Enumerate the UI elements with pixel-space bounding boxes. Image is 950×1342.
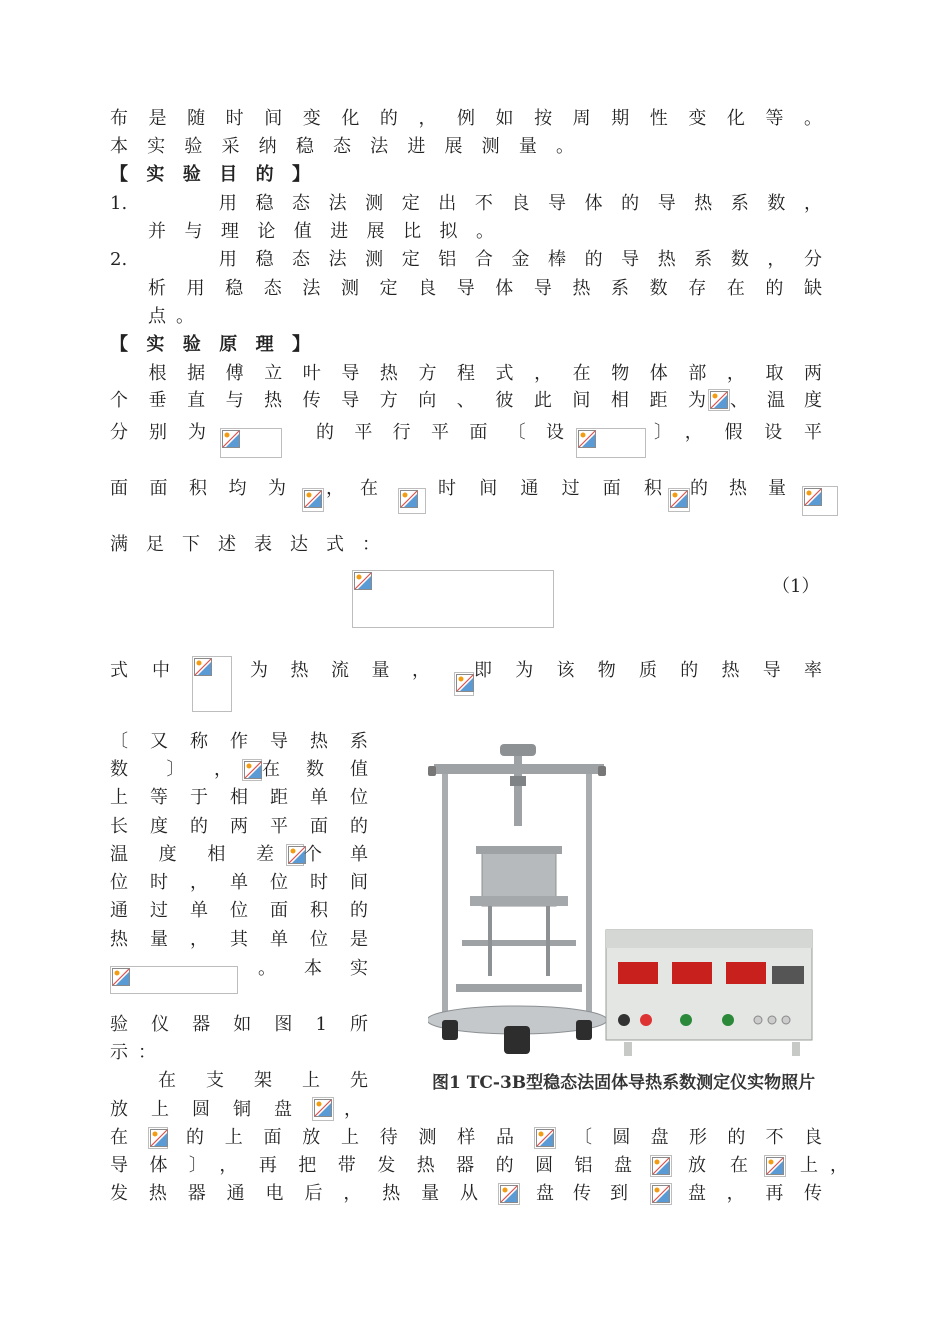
equation-image (352, 570, 554, 628)
text-piece: 分别为 (110, 422, 206, 443)
formula-image (650, 1183, 672, 1205)
broken-image-icon (456, 674, 474, 692)
text-piece: 个单 (304, 844, 368, 865)
text-piece: 数〕， (110, 759, 232, 780)
formula-image (312, 1097, 334, 1121)
text-line: 2. 用稳态法测定铝合金棒的导热系数，分 (110, 249, 822, 270)
text-piece: ， (344, 1099, 362, 1120)
figure-caption: 图1 TC-3B型稳态法固体导热系数测定仪实物照片 (432, 1073, 816, 1093)
text-piece: 即为该物质的热导率 (474, 660, 822, 681)
text-line: 满足下述表达式： (110, 534, 380, 555)
text-line: 长度的两平面的 (110, 816, 368, 837)
formula-image (242, 759, 262, 781)
text-piece: 〔圆盘形的不良 (574, 1127, 822, 1148)
formula-image (148, 1127, 168, 1149)
text-piece: 在数值 (262, 759, 368, 780)
text-line: 布是随时间变化的，例如按周期性变化等。 (110, 108, 822, 129)
section-heading: 【实验目的】 (110, 164, 310, 185)
text-line: 验仪器如图1所 (110, 1014, 368, 1035)
text-piece: 盘传到 (536, 1183, 628, 1204)
text-piece: 在 (110, 1127, 128, 1148)
broken-image-icon (670, 490, 688, 508)
text-line: 上等于相距单位 (110, 787, 368, 808)
broken-image-icon (804, 488, 822, 506)
broken-image-icon (578, 430, 596, 448)
text-line: 根据傅立叶导热方程式，在物体部，取两 (110, 363, 822, 384)
text-line: 本实验采纳稳态法进展测量。 (110, 136, 574, 157)
broken-image-icon (222, 430, 240, 448)
formula-image (650, 1155, 672, 1177)
text-piece: 的平行平面〔设 (316, 422, 564, 443)
text-line: 通过单位面积的 (110, 900, 368, 921)
broken-image-icon (150, 1129, 168, 1147)
broken-image-icon (652, 1185, 670, 1203)
text-piece: 上， (800, 1155, 848, 1176)
text-piece: 式中 (110, 660, 170, 681)
broken-image-icon (536, 1129, 554, 1147)
text-piece: 发热器通电后，热量从 (110, 1183, 478, 1204)
formula-image (498, 1183, 520, 1205)
broken-image-icon (710, 391, 728, 409)
broken-image-icon (766, 1157, 784, 1175)
section-heading: 【实验原理】 (110, 334, 310, 355)
text-line: 析用稳态法测定良导体导热系数存在的缺 (148, 278, 822, 299)
apparatus-photo (428, 730, 828, 1060)
broken-image-icon (314, 1099, 332, 1117)
text-piece: 温度相差 (110, 844, 274, 865)
broken-image-icon (400, 490, 418, 508)
text-line: 热量，其单位是 (110, 929, 368, 950)
broken-image-icon (112, 968, 130, 986)
formula-image (576, 428, 646, 458)
broken-image-icon (244, 761, 262, 779)
formula-image (454, 672, 474, 696)
formula-image (708, 389, 730, 411)
broken-image-icon (652, 1157, 670, 1175)
text-piece: 时间通过面积 (438, 478, 662, 499)
formula-image (802, 486, 838, 516)
text-piece: 导体〕，再把带发热器的圆铝盘 (110, 1155, 632, 1176)
formula-image (764, 1155, 786, 1177)
text-line: 位时，单位时间 (110, 872, 368, 893)
text-piece: 示： (110, 1042, 156, 1063)
formula-image (192, 656, 232, 712)
text-piece: 〕，假设平 (654, 422, 822, 443)
text-piece: 放在 (688, 1155, 748, 1176)
formula-image (302, 488, 324, 512)
broken-image-icon (500, 1185, 518, 1203)
text-piece: 放上圆铜盘 (110, 1099, 292, 1120)
equation-number: （1） (772, 576, 820, 597)
broken-image-icon (354, 572, 372, 590)
formula-image (110, 966, 238, 994)
text-piece: 面面积均为 (110, 478, 286, 499)
text-line: 点。 (148, 306, 194, 327)
formula-image (220, 428, 282, 458)
text-piece: 的上面放上待测样品 (186, 1127, 514, 1148)
text-piece: 的热量 (690, 478, 786, 499)
broken-image-icon (304, 490, 322, 508)
text-line: 〔又称作导热系 (110, 731, 368, 752)
text-piece: 、温度 (730, 390, 822, 411)
text-piece: 为热流量， (250, 660, 430, 681)
text-piece: 个垂直与热传导方向、彼此间相距为 (110, 390, 706, 411)
text-piece: 。本实 (258, 958, 368, 979)
broken-image-icon (194, 658, 212, 676)
text-line: 在支架上先 (110, 1070, 368, 1091)
text-piece: 盘，再传 (688, 1183, 822, 1204)
formula-image (668, 488, 690, 512)
formula-image (534, 1127, 556, 1149)
text-piece: ，在 (326, 478, 378, 499)
formula-image (398, 488, 426, 514)
text-line: 1. 用稳态法测定出不良导体的导热系数， (110, 193, 822, 214)
text-line: 并与理论值进展比拟。 (148, 221, 494, 242)
formula-image (286, 844, 304, 866)
